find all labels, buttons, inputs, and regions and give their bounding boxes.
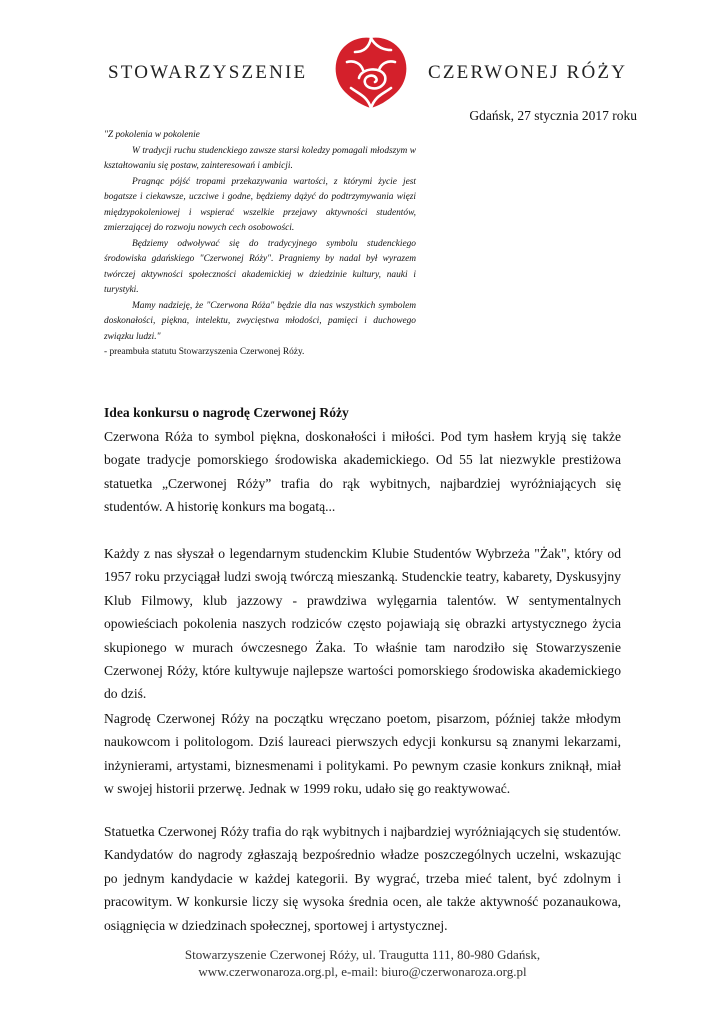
quote-source: - preambuła statutu Stowarzyszenia Czerwonej Róży.: [104, 347, 305, 357]
quote-line: W tradycji ruchu studenckiego zawsze starsi koledzy pomagali młodszym w kształtowaniu się postaw, zainteresowań i ambicji.: [104, 145, 416, 171]
body-paragraph: [104, 542, 621, 706]
page-footer: [0, 946, 725, 980]
body-paragraph: [104, 425, 621, 519]
body-paragraph: [104, 820, 621, 937]
quote-line: Pragnąc pójść tropami przekazywania wartości, z którymi życie jest bogatsze i ciekawsze, uczciwe i godne, będziemy dążyć do podtrzymywania więzi międzypokoleniowej i wspierać wszelkie przejawy aktywności studentów, zmierzającej do rozwoju nowych cech osobowości.: [104, 176, 416, 233]
rose-icon: [331, 34, 411, 110]
quote-line: Mamy nadzieję, że "Czerwona Róża" będzie dla nas wszystkich symbolem doskonałości, piękna, intelektu, zwycięstwa młodości, pamięci i duchowego związku ludzi.": [104, 300, 416, 342]
quote-line: Będziemy odwoływać się do tradycyjnego symbolu studenckiego środowiska gdańskiego "Czerwonej Róży". Pragniemy by nadal był wyrazem twórczej aktywności społeczności akademickiej w dziedzinie kultury, nauki i turystyki.: [104, 238, 416, 295]
footer-address: Stowarzyszenie Czerwonej Róży, ul. Traugutta 111, 80-980 Gdańsk,: [184, 947, 541, 962]
paragraph-text: Czerwona Róża to symbol piękna, doskonałości i miłości. Pod tym hasłem kryją się także bogate tradycje pomorskiego środowiska akademickiego. Od 55 lat niezwykle prestiżowa statuetka „Czerwonej Róży” trafia do rąk wybitnych, najbardziej wyróżniających się studentów. A historię konkurs ma bogatą...: [104, 429, 621, 515]
paragraph-text: Statuetka Czerwonej Róży trafia do rąk wybitnych i najbardziej wyróżniających się studentów. Kandydatów do nagrody zgłaszają bezpośrednio władze poszczególnych uczelni, wskazując po jednym kandydacie w każdej kategorii. By wygrać, trzeba mieć talent, być zdolnym i pracowitym. W konkursie liczy się wysoka średnia ocen, ale także aktywność pozanaukowa, osiągnięcia w dziedzinach społecznej, sportowej i artystycznej.: [104, 824, 621, 933]
footer-contact: www.czerwonaroza.org.pl, e-mail: biuro@czerwonaroza.org.pl: [198, 964, 527, 979]
quote-line: "Z pokolenia w pokolenie: [104, 130, 200, 140]
paragraph-text: Nagrodę Czerwonej Róży na początku wręczano poetom, pisarzom, później także młodym naukowcom i politologom. Dziś laureaci pierwszych edycji konkursu są znanymi lekarzami, inżynierami, artystami, biznesmenami i politykami. Po pewnym czasie konkurs zniknął, miał w swojej historii przerwę. Jednak w 1999 roku, udało się go reaktywować.: [104, 711, 621, 797]
body-paragraph: [104, 707, 621, 801]
paragraph-text: Każdy z nas słyszał o legendarnym studenckim Klubie Studentów Wybrzeża "Żak", który od 1957 roku przyciągał ludzi swoją twórczą mieszanką. Studenckie teatry, kabarety, Dyskusyjny Klub Filmowy, klub jazzowy - prawdziwa wylęgarnia talentów. W sentymentalnych opowieściach pokolenia naszych rodziców często pojawiają się obrazki artystycznego życia skupionego w murach ówczesnego Żaka. To właśnie tam narodziło się Stowarzyszenie Czerwonej Róży, które kultywuje najlepsze wartości pomorskiego środowiska akademickiego do dziś.: [104, 546, 621, 702]
header-right-text: CZERWONEJ RÓŻY: [428, 62, 628, 83]
header-left-text: STOWARZYSZENIE: [108, 62, 308, 83]
statute-preamble-quote: [104, 128, 416, 361]
section-heading: Idea konkursu o nagrodę Czerwonej Róży: [104, 405, 349, 420]
document-date: Gdańsk, 27 stycznia 2017 roku: [469, 108, 637, 123]
